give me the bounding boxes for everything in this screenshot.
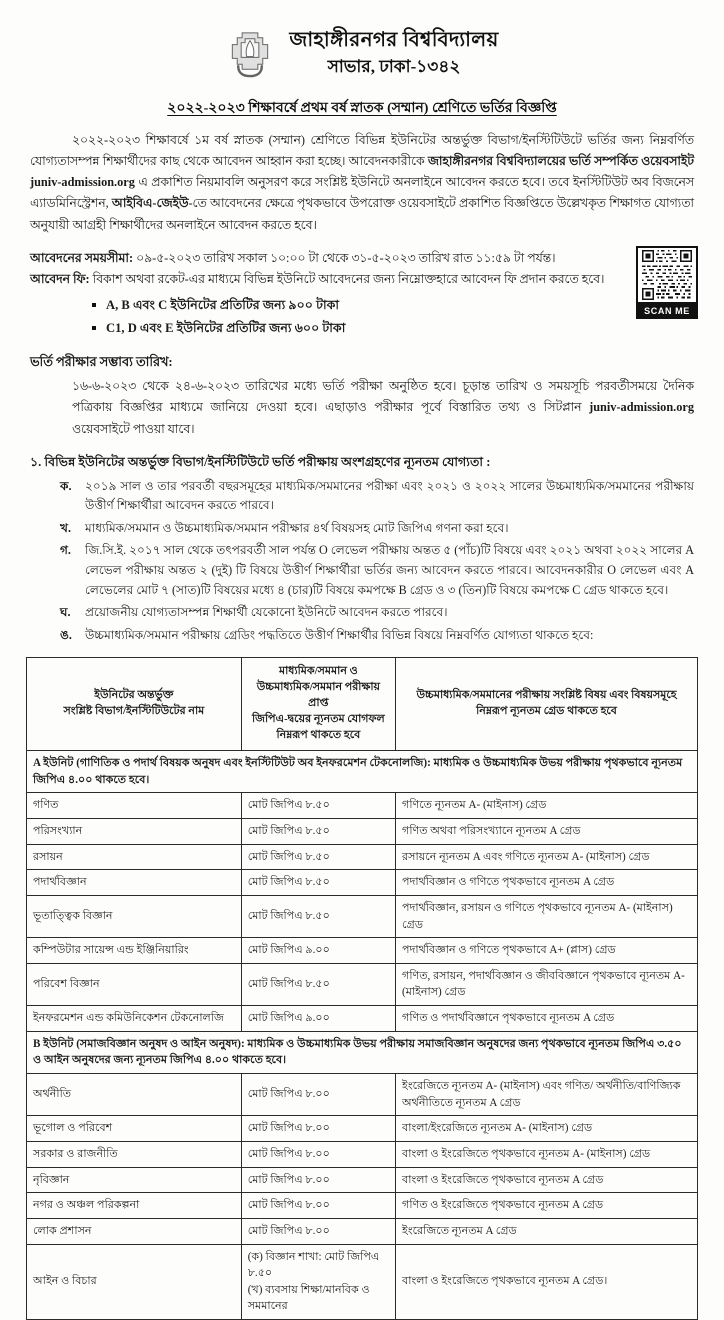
- unit-banner-a: A ইউনিট (গাণিতিক ও পদার্থ বিষয়ক অনুষদ এবং ইনস্টিটিউট অব ইনফরমেশন টেকনোলজি): মাধ্যমিক ও উচ্চমাধ্যমিক উভয় পরীক্ষায় পৃথকভাবে ন্যূনতম জিপিএ ৪.০০ থাকতে হবে।: [27, 751, 698, 793]
- table-row: [27, 870, 698, 896]
- intro-text-2: এ প্রকাশিত নিয়মাবলি অনুসরণ করে সংশ্লিষ্ট ইউনিটে অনলাইনে আবেদন করতে হবে। তবে ইনস্টিটিউট অব বিজনেস এ্যাডমিনিস্ট্রেশন,: [30, 175, 694, 211]
- gpa-requirement: মোট জিপিএ ৮.৫০: [241, 963, 395, 1005]
- deadline-label: আবেদনের সময়সীমা:: [30, 250, 134, 265]
- gpa-requirement: মোট জিপিএ ৮.০০: [241, 1167, 395, 1193]
- fee-line: [30, 269, 694, 291]
- gpa-requirement: মোট জিপিএ ৮.০০: [241, 1116, 395, 1142]
- criteria-text: মাধ্যমিক/সমমান ও উচ্চমাধ্যমিক/সমমান পরীক্ষার ৪র্থ বিষয়সহ মোট জিপিএ গণনা করা হবে।: [85, 520, 509, 535]
- gpa-requirement: মোট জিপিএ ৮.৫০: [241, 870, 395, 896]
- department-name: কম্পিউটার সায়েন্স এন্ড ইঞ্জিনিয়ারিং: [27, 938, 242, 964]
- table-row: [27, 1244, 698, 1320]
- list-item: A, B এবং C ইউনিটের প্রতিটির জন্য ৯০০ টাকা: [106, 294, 694, 317]
- criteria-list: [30, 477, 694, 646]
- table-header-row: [27, 658, 698, 751]
- department-name: ইনফরমেশন এন্ড কমিউনিকেশন টেকনোলজি: [27, 1006, 242, 1032]
- criteria-heading: ১. বিভিন্ন ইউনিটের অন্তর্ভুক্ত বিভাগ/ইনস্টিটিউটে ভর্তি পরীক্ষায় অংশগ্রহণের ন্যূনতম যোগ্যতা :: [30, 454, 491, 469]
- list-item: [60, 603, 694, 623]
- exam-website-link[interactable]: juniv-admission.org: [589, 400, 694, 415]
- fee-label: আবেদন ফি:: [30, 272, 90, 287]
- unit-banner-b: B ইউনিট (সমাজবিজ্ঞান অনুষদ ও আইন অনুষদ): মাধ্যমিক ও উচ্চমাধ্যমিক উভয় পরীক্ষায় সমাজবিজ্ঞান অনুষদের জন্য পৃথকভাবে ন্যূনতম জিপিএ ৩.৫০ ও আইন অনুষদের জন্য ন্যূনতম জিপিএ ৪.০০ থাকতে হবে।: [27, 1031, 698, 1073]
- gpa-requirement: মোট জিপিএ ৮.৫০: [241, 818, 395, 844]
- grade-requirement: পদার্থবিজ্ঞান ও গণিতে পৃথকভাবে A+ (প্লাস) গ্রেড: [396, 938, 698, 964]
- grade-requirement: বাংলা/ইংরেজিতে ন্যূনতম A- (মাইনাস) গ্রেড: [396, 1116, 698, 1142]
- eligibility-table: [26, 657, 698, 1320]
- criteria-text: ২০১৯ সাল ও তার পরবর্তী বছরসমূহের মাধ্যমিক/সমমানের পরীক্ষা এবং ২০২১ ও ২০২২ সালের উচ্চমাধ্যমিক/সমমানের পরীক্ষায় উত্তীর্ণ শিক্ষার্থীরা আবেদন করতে পারবে।: [85, 478, 694, 513]
- fee-text: বিকাশ অথবা রকেট-এর মাধ্যমে বিভিন্ন ইউনিটে আবেদনের জন্য নিম্নোক্তহারে আবেদন ফি প্রদান করতে হবে।: [89, 272, 605, 287]
- list-item: [60, 626, 694, 646]
- gpa-requirement: (ক) বিজ্ঞান শাখা: মোট জিপিএ ৮.৫০ (খ) ব্যবসায় শিক্ষা/মানবিক ও সমমানের: [241, 1244, 395, 1320]
- department-name: পদার্থবিজ্ঞান: [27, 870, 242, 896]
- university-address: সাভার, ঢাকা-১৩৪২: [327, 56, 461, 76]
- column-header-gpa: মাধ্যমিক/সমমান ও উচ্চমাধ্যমিক/সমমান পরীক্ষায় প্রাপ্ত জিপিএ-দ্বয়ের ন্যূনতম যোগফল নিম্নরূপ থাকতে হবে: [241, 658, 395, 751]
- fee-list: [30, 294, 694, 341]
- department-name: লোক প্রশাসন: [27, 1218, 242, 1244]
- department-name: পরিসংখ্যান: [27, 818, 242, 844]
- table-row: [27, 844, 698, 870]
- department-name: নগর ও অঞ্চল পরিকল্পনা: [27, 1193, 242, 1219]
- table-row: [27, 1193, 698, 1219]
- grade-requirement: গণিত অথবা পরিসংখ্যানে ন্যূনতম A গ্রেড: [396, 818, 698, 844]
- list-item: C1, D এবং E ইউনিটের প্রতিটির জন্য ৬০০ টাকা: [106, 317, 694, 340]
- column-header-department: ইউনিটের অন্তর্ভুক্ত সংশ্লিষ্ট বিভাগ/ইনস্টিটিউটের নাম: [27, 658, 242, 751]
- department-name: রসায়ন: [27, 844, 242, 870]
- grade-requirement: বাংলা ও ইংরেজিতে পৃথকভাবে ন্যূনতম A গ্রেড: [396, 1167, 698, 1193]
- notice-body: [0, 130, 724, 645]
- exam-date-text: [30, 376, 694, 439]
- gpa-requirement: মোট জিপিএ ৮.৫০: [241, 793, 395, 819]
- criteria-marker: ঘ.: [60, 605, 71, 620]
- gpa-requirement: মোট জিপিএ ৯.০০: [241, 938, 395, 964]
- criteria-marker: ক.: [60, 478, 72, 493]
- grade-requirement: বাংলা ও ইংরেজিতে পৃথকভাবে ন্যূনতম A- (মাইনাস) গ্রেড: [396, 1141, 698, 1167]
- list-item: [60, 519, 694, 539]
- table-row: [27, 1116, 698, 1142]
- department-name: আইন ও বিচার: [27, 1244, 242, 1320]
- grade-requirement: ইংরেজিতে ন্যূনতম A গ্রেড: [396, 1218, 698, 1244]
- criteria-text: জি.সি.ই. ২০১৭ সাল থেকে তৎপরবর্তী সাল পর্যন্ত O লেভেল পরীক্ষায় অন্তত ৫ (পাঁচ)টি বিষয়ে এবং ২০২১ অথবা ২০২২ সালের A লেভেল পরীক্ষায় অন্তত ২ (দুই) টি বিষয়ে উত্তীর্ণ শিক্ষার্থীরা ভর্তির জন্য আবেদন করতে পারবে। আবেদনকারীর O লেভেল এবং A লেভেলের মোট ৭ (সাত)টি বিষয়ের মধ্যে ৪ (চার)টি বিষয়ে কমপক্ষে B গ্রেড ও ৩ (তিন)টি বিষয়ে কমপক্ষে C গ্রেড থাকতে হবে।: [85, 543, 694, 597]
- table-row: [27, 1167, 698, 1193]
- grade-requirement: পদার্থবিজ্ঞান ও গণিতে পৃথকভাবে ন্যূনতম A গ্রেড: [396, 870, 698, 896]
- table-row: [27, 1218, 698, 1244]
- grade-requirement: গণিত ও পদার্থবিজ্ঞানে পৃথকভাবে ন্যূনতম A গ্রেড: [396, 1006, 698, 1032]
- page-title: ২০২২-২০২৩ শিক্ষাবর্ষে প্রথম বর্ষ স্নাতক (সম্মান) শ্রেণিতে ভর্তির বিজ্ঞপ্তি: [167, 101, 557, 116]
- intro-text-3: -তে আবেদনের ক্ষেত্রে পৃথকভাবে উপরোক্ত ওয়েবসাইটে প্রকাশিত বিজ্ঞপ্তিতে উল্লেখকৃত শিক্ষাগত যোগ্যতা অনুযায়ী আগ্রহী শিক্ষার্থীদের অনলাইনে আবেদন করতে হবে।: [30, 196, 694, 232]
- gpa-requirement: মোট জিপিএ ৮.৫০: [241, 844, 395, 870]
- notice-header: [0, 0, 724, 84]
- grade-requirement: গণিত, রসায়ন, পদার্থবিজ্ঞান ও জীববিজ্ঞানে পৃথকভাবে ন্যূনতম A- (মাইনাস) গ্রেড: [396, 963, 698, 1005]
- intro-paragraph: [30, 130, 694, 236]
- gpa-requirement: মোট জিপিএ ৯.০০: [241, 1006, 395, 1032]
- table-row: [27, 818, 698, 844]
- table-row: [27, 1141, 698, 1167]
- deadline-block: [30, 248, 694, 291]
- scan-me-label: SCAN ME: [636, 304, 698, 319]
- grade-requirement: গণিত ও ইংরেজিতে পৃথকভাবে ন্যূনতম A গ্রেড: [396, 1193, 698, 1219]
- table-row: [27, 895, 698, 937]
- grade-requirement: ইংরেজিতে ন্যূনতম A- (মাইনাস) এবং গণিত/ অর্থনীতি/বাণিজ্যিক অর্থনীতিতে ন্যূনতম A গ্রেড: [396, 1074, 698, 1116]
- table-row: [27, 793, 698, 819]
- column-header-grade: উচ্চমাধ্যমিক/সমমানের পরীক্ষায় সংশ্লিষ্ট বিষয় এবং বিষয়সমূহে নিম্নরূপ ন্যূনতম গ্রেড থাকতে হবে: [396, 658, 698, 751]
- criteria-text: প্রয়োজনীয় যোগ্যতাসম্পন্ন শিক্ষার্থী যেকোনো ইউনিটে আবেদন করতে পারবে।: [85, 605, 448, 620]
- criteria-marker: ঙ.: [60, 627, 72, 642]
- grade-requirement: রসায়নে ন্যূনতম A এবং গণিতে ন্যূনতম A- (মাইনাস) গ্রেড: [396, 844, 698, 870]
- intro-bold-2: আইবিএ-জেইউ: [111, 196, 189, 211]
- criteria-text: উচ্চমাধ্যমিক/সমমান পরীক্ষায় গ্রেডিং পদ্ধতিতে উত্তীর্ণ শিক্ষার্থীর বিভিন্ন বিষয়ে নিম্নবর্ণিত যোগ্যতা থাকতে হবে:: [85, 627, 594, 642]
- admission-website-link[interactable]: juniv-admission.org: [30, 175, 135, 190]
- list-item: [60, 477, 694, 516]
- deadline-value: ০৯-৫-২০২৩ তারিখ সকাল ১০:০০ টা থেকে ৩১-৫-২০২৩ তারিখ রাত ১১:৫৯ টা পর্যন্ত।: [133, 250, 556, 265]
- gpa-requirement: মোট জিপিএ ৮.৫০: [241, 895, 395, 937]
- criteria-marker: খ.: [60, 520, 71, 535]
- table-row: [27, 1006, 698, 1032]
- department-name: ভূতাত্ত্বিক বিজ্ঞান: [27, 895, 242, 937]
- grade-requirement: গণিতে ন্যূনতম A- (মাইনাস) গ্রেড: [396, 793, 698, 819]
- exam-text-2: ওয়েবসাইটে পাওয়া যাবে।: [72, 421, 195, 436]
- department-name: নৃবিজ্ঞান: [27, 1167, 242, 1193]
- intro-bold-1: জাহাঙ্গীরনগর বিশ্ববিদ্যালয়ের ভর্তি সম্পর্কিত ওয়েবসাইট: [427, 154, 694, 169]
- gpa-requirement: মোট জিপিএ ৮.০০: [241, 1141, 395, 1167]
- department-name: ভূগোল ও পরিবেশ: [27, 1116, 242, 1142]
- gpa-requirement: মোট জিপিএ ৮.০০: [241, 1193, 395, 1219]
- university-name: জাহাঙ্গীরনগর বিশ্ববিদ্যালয়: [289, 28, 499, 51]
- university-title-block: [289, 28, 498, 78]
- unit-banner-row: [27, 1031, 698, 1073]
- grade-requirement: বাংলা ও ইংরেজিতে পৃথকভাবে ন্যূনতম A গ্রেড।: [396, 1244, 698, 1320]
- deadline-line: [30, 248, 694, 270]
- gpa-requirement: মোট জিপিএ ৮.০০: [241, 1218, 395, 1244]
- table-row: [27, 938, 698, 964]
- intro-text-1: ২০২২-২০২৩ শিক্ষাবর্ষে ১ম বর্ষ স্নাতক (সম্মান) শ্রেণিতে বিভিন্ন ইউনিটের অন্তর্ভুক্ত বিভাগ/ইনস্টিটিউটে ভর্তির জন্য নিম্নবর্ণিত যোগ্যতাসম্পন্ন শিক্ষার্থীদের কাছ থেকে আবেদন আহ্বান করা হচ্ছে। আবেদনকারীকে: [30, 133, 694, 169]
- department-name: গণিত: [27, 793, 242, 819]
- department-name: পরিবেশ বিজ্ঞান: [27, 963, 242, 1005]
- unit-banner-row: [27, 751, 698, 793]
- department-name: অর্থনীতি: [27, 1074, 242, 1116]
- criteria-marker: গ.: [60, 543, 71, 558]
- list-item: [60, 541, 694, 600]
- department-name: সরকার ও রাজনীতি: [27, 1141, 242, 1167]
- exam-date-heading: ভর্তি পরীক্ষার সম্ভাব্য তারিখ:: [30, 355, 173, 370]
- gpa-requirement: মোট জিপিএ ৮.০০: [241, 1074, 395, 1116]
- grade-requirement: পদার্থবিজ্ঞান, রসায়ন ও গণিতে পৃথকভাবে ন্যূনতম A- (মাইনাস) গ্রেড: [396, 895, 698, 937]
- table-row: [27, 1074, 698, 1116]
- exam-text-1: ১৬-৬-২০২৩ থেকে ২৪-৬-২০২৩ তারিখের মধ্যে ভর্তি পরীক্ষা অনুষ্ঠিত হবে। চূড়ান্ত তারিখ ও সময়সূচি পরবর্তীসময়ে দৈনিক পত্রিকায় বিজ্ঞপ্তির মাধ্যমে জানিয়ে দেওয়া হবে। এছাড়াও পরীক্ষার পূর্বে বিস্তারিত তথ্য ও সিটপ্লান: [72, 379, 694, 415]
- table-row: [27, 963, 698, 1005]
- university-crest-icon: [225, 26, 275, 80]
